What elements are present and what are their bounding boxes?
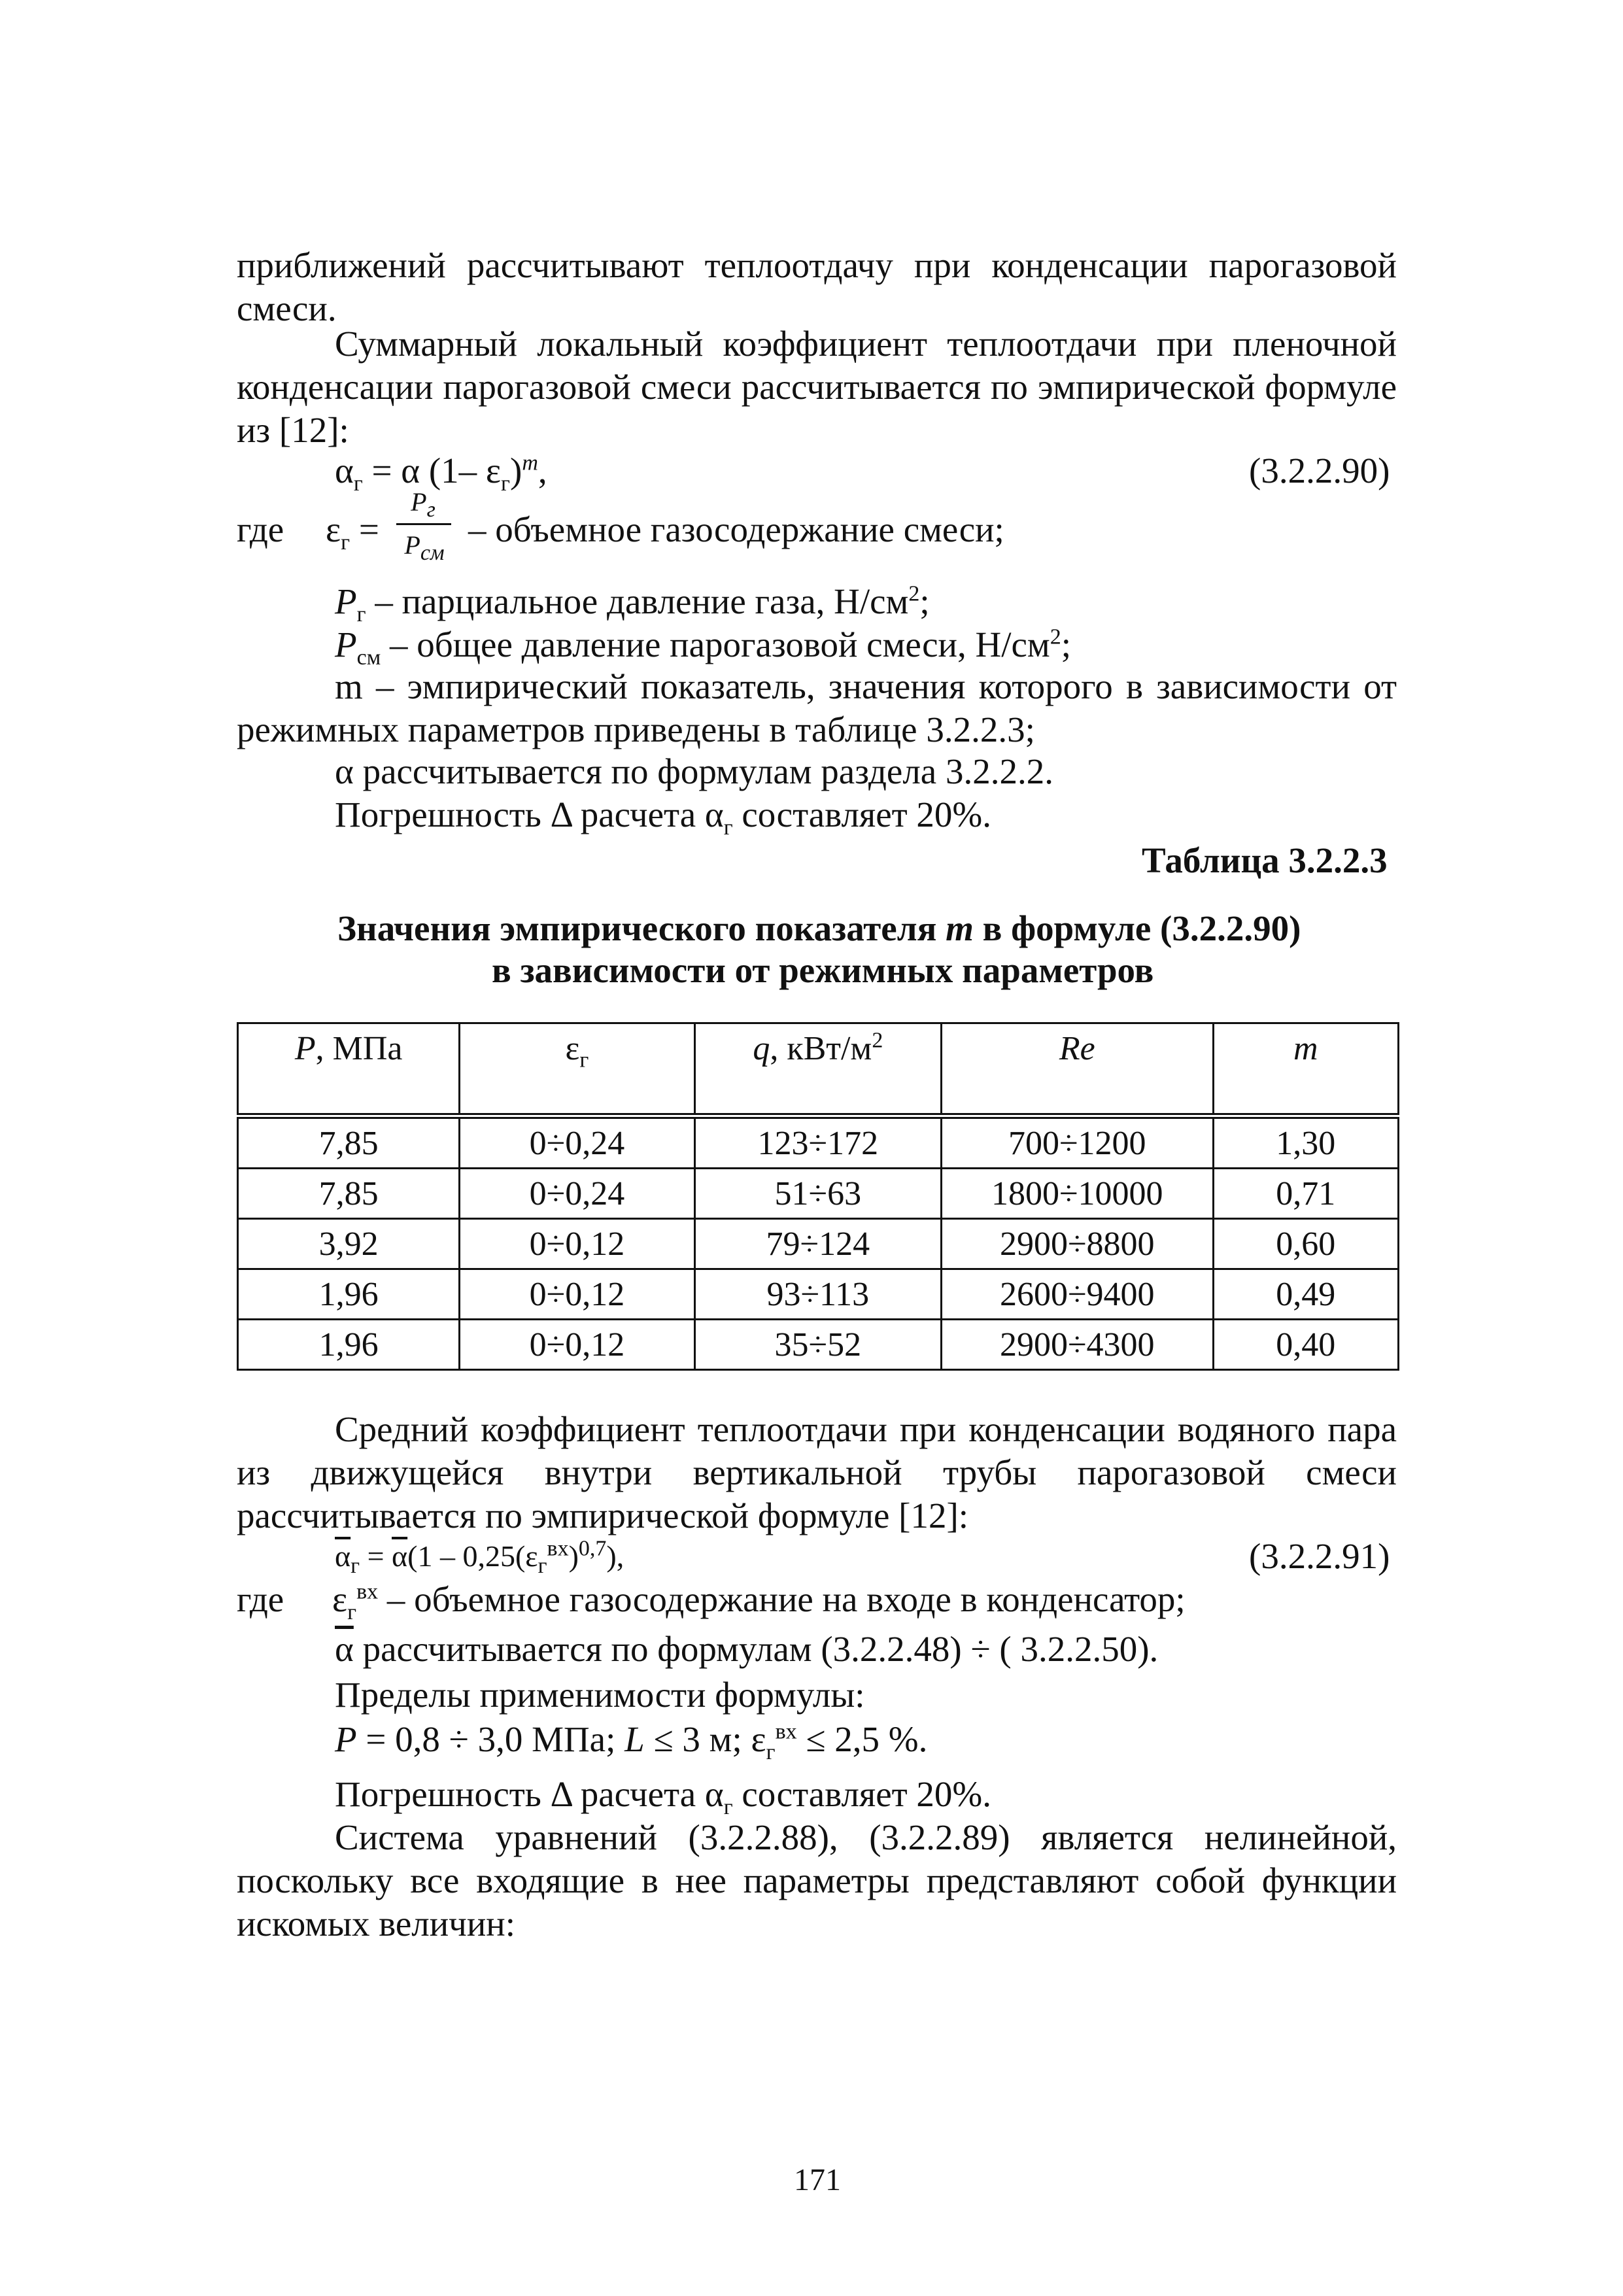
- cell: 0÷0,12: [460, 1219, 694, 1269]
- header-re: Re: [942, 1023, 1214, 1116]
- cell: 0÷0,24: [460, 1116, 694, 1169]
- cell: 2600÷9400: [942, 1269, 1214, 1320]
- para2-line1: Суммарный локальный коэффициент теплоотдачи при пленочной: [335, 324, 1397, 364]
- def-alpha: α рассчитывается по формулам раздела 3.2.2.2.: [335, 751, 1053, 791]
- cell: 3,92: [238, 1219, 460, 1269]
- table-row: [238, 1219, 1399, 1269]
- cell: 7,85: [238, 1169, 460, 1219]
- cell: 2900÷8800: [942, 1219, 1214, 1269]
- fraction-bar: [396, 523, 451, 525]
- header-p: P, МПа: [238, 1023, 460, 1116]
- def-m-line2: режимных параметров приведены в таблице 3.2.2.3;: [237, 710, 1035, 749]
- equation-number-91: (3.2.2.91): [1249, 1536, 1390, 1576]
- fraction-denominator: $P_{см}$: [404, 530, 445, 565]
- para4-line2: поскольку все входящие в нее параметры представляют собой функции: [237, 1860, 1397, 1900]
- error-note-1: Погрешность Δ расчета $\alpha_г$ составляет 20%.: [335, 795, 991, 840]
- table-row: [238, 1169, 1399, 1219]
- para2-line3: из [12]:: [237, 410, 349, 450]
- cell: 51÷63: [694, 1169, 941, 1219]
- eps-in-definition: $\varepsilon_г^{вх}$ – объемное газосодержание на входе в конденсатор;: [332, 1579, 1186, 1624]
- para4-line1: Система уравнений (3.2.2.88), (3.2.2.89) является нелинейной,: [335, 1817, 1397, 1857]
- cell: 0,71: [1213, 1169, 1398, 1219]
- error-note-2: Погрешность Δ расчета $\alpha_г$ составляет 20%.: [335, 1774, 991, 1819]
- para4-line3: искомых величин:: [237, 1904, 515, 1944]
- def-psm: $P_{см}$ – общее давление парогазовой смеси, $Н/см^2$;: [335, 625, 1071, 670]
- cell: 1,96: [238, 1320, 460, 1370]
- cell: 1,96: [238, 1269, 460, 1320]
- cell: 35÷52: [694, 1320, 941, 1370]
- cell: 0,49: [1213, 1269, 1398, 1320]
- limits-values: P = 0,8 ÷ 3,0 МПа; L ≤ 3 м; $\varepsilon_г^{вх} \le 2,5$ %.: [335, 1719, 928, 1764]
- cell: 1800÷10000: [942, 1169, 1214, 1219]
- table-header-row: [238, 1023, 1399, 1116]
- table-row: [238, 1320, 1399, 1370]
- table-title-line1: Значения эмпирического показателя m в формуле (3.2.2.90): [337, 908, 1301, 948]
- table-label: Таблица 3.2.2.3: [1142, 840, 1388, 880]
- cell: 0,60: [1213, 1219, 1398, 1269]
- table-row: [238, 1269, 1399, 1320]
- page-number: 171: [794, 2163, 841, 2197]
- equation-number-90: (3.2.2.90): [1249, 451, 1390, 490]
- table-title-line2: в зависимости от режимных параметров: [492, 950, 1154, 990]
- def-m-line1: m – эмпирический показатель, значения которого в зависимости от: [335, 666, 1397, 706]
- fraction-numerator: $P_г$: [411, 487, 436, 522]
- para1-line2: смеси.: [237, 288, 337, 328]
- cell: 700÷1200: [942, 1116, 1214, 1169]
- limits-title: Пределы применимости формулы:: [335, 1675, 865, 1715]
- header-q: q, кВт/$м^2$: [694, 1023, 941, 1116]
- alpha-bar-definition: $\overline{\alpha}$ рассчитывается по формулам (3.2.2.48) ÷ ( 3.2.2.50).: [335, 1629, 1159, 1669]
- cell: 0÷0,24: [460, 1169, 694, 1219]
- cell: 0,40: [1213, 1320, 1398, 1370]
- para3-line3: рассчитывается по эмпирической формуле [12]:: [237, 1496, 969, 1535]
- cell: 79÷124: [694, 1219, 941, 1269]
- eps-g-description: – объемное газосодержание смеси;: [468, 509, 1004, 549]
- cell: 93÷113: [694, 1269, 941, 1320]
- equation-3-2-2-90: $\alpha_г = \alpha$ (1– $\varepsilon_г)^m$,: [335, 451, 547, 496]
- cell: 1,30: [1213, 1116, 1398, 1169]
- eps-g-definition: $\varepsilon_г$ =: [326, 509, 379, 555]
- where-label-2: где: [237, 1579, 284, 1619]
- para1-line1: приближений рассчитывают теплоотдачу при конденсации парогазовой: [237, 245, 1397, 285]
- cell: 2900÷4300: [942, 1320, 1214, 1370]
- cell: 123÷172: [694, 1116, 941, 1169]
- para3-line2: из движущейся внутри вертикальной трубы парогазовой смеси: [237, 1452, 1397, 1492]
- data-table: [237, 1022, 1399, 1371]
- para3-line1: Средний коэффициент теплоотдачи при конденсации водяного пара: [335, 1409, 1397, 1449]
- table-row: [238, 1116, 1399, 1169]
- header-eps: $\varepsilon_г$: [460, 1023, 694, 1116]
- def-pg: $P_г$ – парциальное давление газа, $Н/см^2$;: [335, 581, 930, 626]
- cell: 7,85: [238, 1116, 460, 1169]
- where-label-1: где: [237, 509, 284, 549]
- header-m: m: [1213, 1023, 1398, 1116]
- para2-line2: конденсации парогазовой смеси рассчитывается по эмпирической формуле: [237, 367, 1397, 407]
- cell: 0÷0,12: [460, 1320, 694, 1370]
- equation-3-2-2-91: $\overline{\alpha}_г = \overline{\alpha}(1 - 0,25(\varepsilon_г^{вх})^{0,7})$,: [335, 1536, 624, 1579]
- cell: 0÷0,12: [460, 1269, 694, 1320]
